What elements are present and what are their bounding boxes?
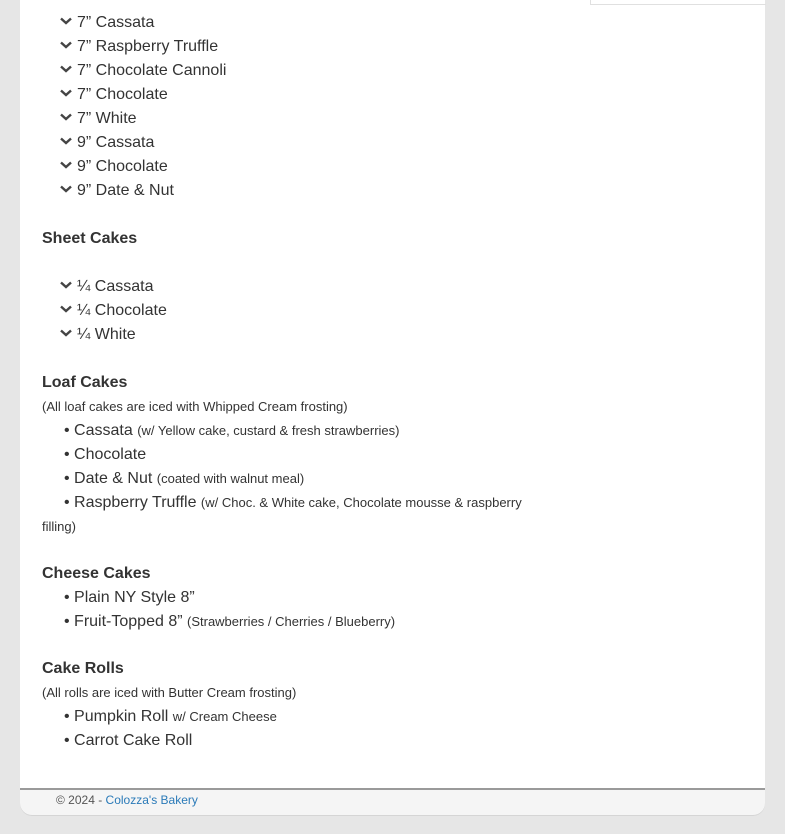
item-name: Cassata [74, 422, 133, 439]
section-title-sheet-cakes: Sheet Cakes [42, 230, 138, 247]
item-detail: (coated with walnut meal) [156, 471, 305, 486]
chevron-down-icon [60, 39, 72, 51]
footer-copyright [56, 793, 198, 807]
cheese-cakes-list [42, 586, 542, 634]
item-name: Carrot Cake Roll [74, 732, 193, 749]
chevron-down-icon [60, 183, 72, 195]
chevron-down-icon [60, 111, 72, 123]
list-item [60, 323, 542, 347]
list-item: • Chocolate [64, 446, 147, 463]
footer-home-link[interactable]: Colozza's Bakery [105, 793, 198, 807]
item-label: ¼ White [77, 326, 136, 343]
list-item [60, 59, 542, 83]
chevron-down-icon [60, 15, 72, 27]
menu-content [42, 11, 542, 753]
list-item [60, 155, 542, 179]
list-item [60, 11, 542, 35]
section-title-loaf-cakes: Loaf Cakes [42, 374, 128, 391]
list-item: • Carrot Cake Roll [64, 732, 193, 749]
item-name: Plain NY Style 8” [74, 589, 195, 606]
item-label: ¼ Cassata [77, 278, 154, 295]
section-title-cake-rolls: Cake Rolls [42, 660, 124, 677]
item-detail: w/ Cream Cheese [172, 709, 277, 724]
chevron-down-icon [60, 303, 72, 315]
round-cakes-list [42, 11, 542, 203]
list-item: • Date & Nut (coated with walnut meal) [64, 470, 305, 487]
item-name: Date & Nut [74, 470, 153, 487]
site-footer [20, 788, 765, 816]
list-item [60, 299, 542, 323]
list-item [60, 107, 542, 131]
item-label: 7” White [77, 110, 137, 127]
item-detail: (w/ Yellow cake, custard & fresh strawberries) [137, 423, 400, 438]
section-title-cheese-cakes: Cheese Cakes [42, 565, 151, 582]
list-item [60, 83, 542, 107]
item-detail: (w/ Choc. & White cake, Chocolate mousse & raspberry filling) [42, 495, 522, 534]
item-label: 7” Raspberry Truffle [77, 38, 219, 55]
item-label: 9” Chocolate [77, 158, 168, 175]
copyright-text: © 2024 - [56, 793, 103, 807]
loaf-cakes-list [42, 419, 542, 539]
item-label: 7” Chocolate Cannoli [77, 62, 227, 79]
item-label: 7” Cassata [77, 14, 155, 31]
list-item [60, 179, 542, 203]
chevron-down-icon [60, 279, 72, 291]
item-label: 7” Chocolate [77, 86, 168, 103]
chevron-down-icon [60, 159, 72, 171]
list-item: • Fruit-Topped 8” (Strawberries / Cherries / Blueberry) [64, 613, 396, 630]
list-item: • Cassata (w/ Yellow cake, custard & fresh strawberries) [64, 422, 400, 439]
loaf-cakes-note: (All loaf cakes are iced with Whipped Cream frosting) [42, 399, 348, 414]
item-label: 9” Date & Nut [77, 182, 174, 199]
list-item [60, 35, 542, 59]
item-name: Pumpkin Roll [74, 708, 169, 725]
chevron-down-icon [60, 63, 72, 75]
page-content [20, 0, 765, 788]
item-name: Raspberry Truffle [74, 494, 197, 511]
item-detail: (Strawberries / Cherries / Blueberry) [187, 614, 396, 629]
list-item [60, 275, 542, 299]
item-label: ¼ Chocolate [77, 302, 167, 319]
chevron-down-icon [60, 135, 72, 147]
chevron-down-icon [60, 87, 72, 99]
sidebar-widget [590, 0, 766, 5]
item-name: Chocolate [74, 446, 147, 463]
item-name: Fruit-Topped 8” [74, 613, 183, 630]
list-item: • Pumpkin Roll w/ Cream Cheese [64, 708, 277, 725]
sheet-cakes-list [42, 275, 542, 347]
chevron-down-icon [60, 327, 72, 339]
cake-rolls-note: (All rolls are iced with Butter Cream frosting) [42, 685, 297, 700]
list-item: • Raspberry Truffle (w/ Choc. & White cake, Chocolate mousse & raspberry filling) [42, 494, 522, 534]
item-label: 9” Cassata [77, 134, 155, 151]
list-item: • Plain NY Style 8” [64, 589, 195, 606]
list-item [60, 131, 542, 155]
cake-rolls-list [42, 705, 542, 753]
